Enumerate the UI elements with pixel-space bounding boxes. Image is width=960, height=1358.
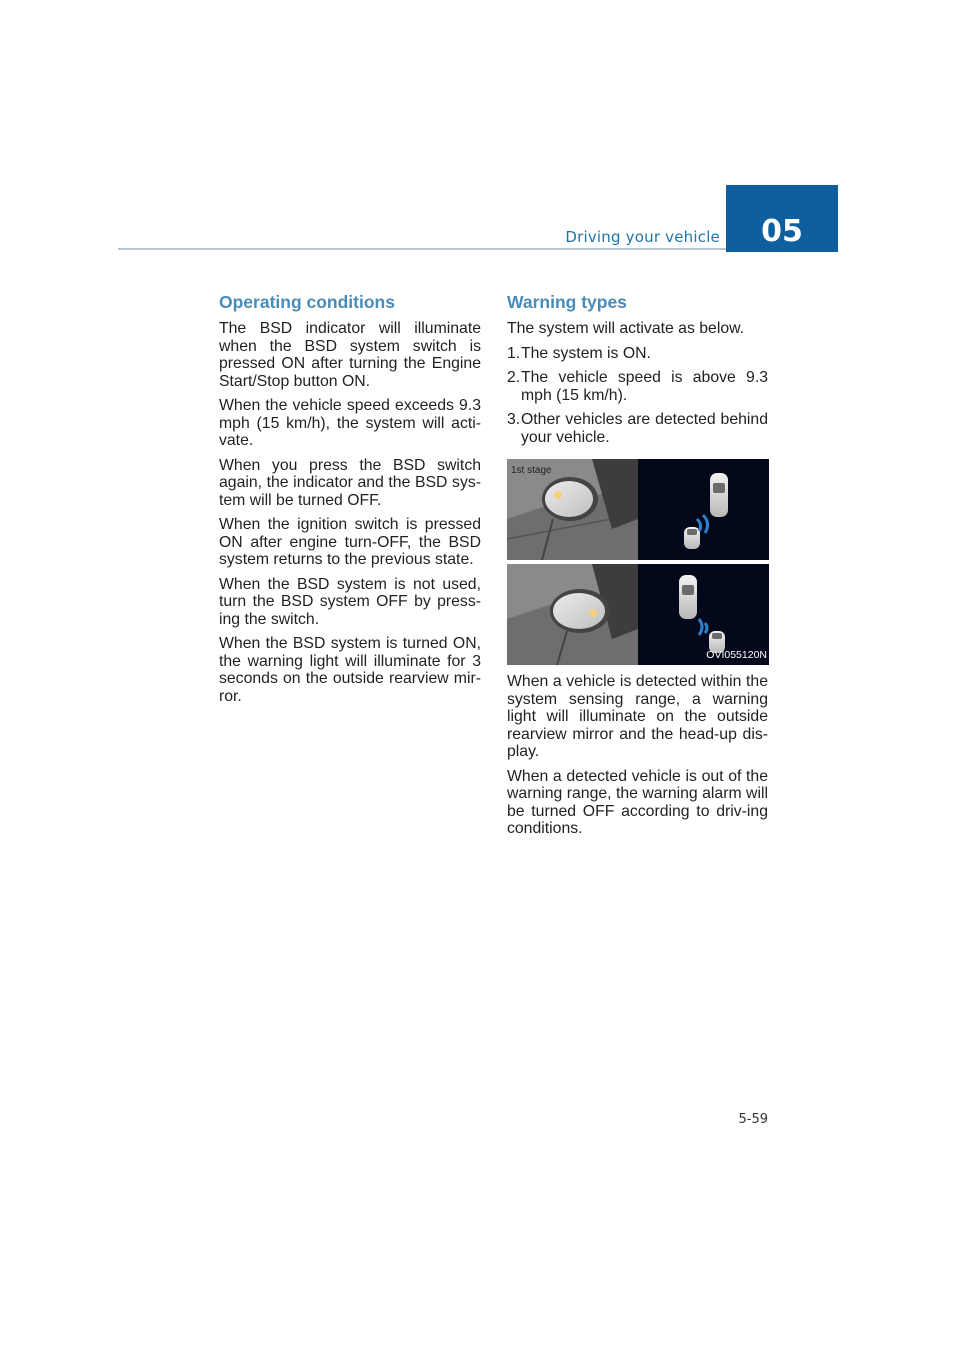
operating-conditions-heading: Operating conditions (219, 292, 395, 312)
paragraph: When you press the BSD switch again, the indicator and the BSD sys-tem will be turned OFF. (219, 456, 481, 509)
intro-text: The system will activate as below. (507, 320, 745, 337)
right-column (507, 292, 768, 845)
paragraph: The BSD indicator will illuminate when the BSD system switch is pressed ON after turning the Engine Start/Stop button ON. (219, 320, 481, 390)
figure-code: OVI055120N (706, 648, 767, 661)
paragraph: When a vehicle is detected within the system sensing range, a warning light will illuminate on the outside rearview mirror and the head-up dis-play. (507, 673, 768, 760)
chapter-number: 05 (761, 214, 803, 249)
list-item: 1.The system is ON. (507, 344, 651, 362)
page-number: 5-59 (738, 1112, 768, 1127)
condition-list (507, 345, 768, 447)
host-car-icon (679, 575, 697, 619)
list-item: 2.The vehicle speed is above 9.3 mph (15 km/h). (507, 369, 768, 404)
bsd-illustration (507, 459, 769, 665)
left-column (219, 292, 481, 712)
section-title: Driving your vehicle (565, 228, 720, 246)
paragraph: When the BSD system is not used, turn the BSD system OFF by press-ing the switch. (219, 575, 481, 628)
paragraph: When a detected vehicle is out of the warning range, the warning alarm will be turned OFF according to driv-ing conditions. (507, 767, 768, 837)
header-rule (118, 248, 728, 250)
warning-types-heading: Warning types (507, 292, 627, 312)
host-car-icon (710, 473, 728, 517)
paragraph: When the BSD system is turned ON, the warning light will illuminate for 3 seconds on the outside rearview mir-ror. (219, 635, 481, 705)
chapter-tab (726, 185, 838, 252)
stage-label: 1st stage (511, 465, 552, 476)
bsd-illustration-graphic (507, 459, 769, 665)
paragraph: When the vehicle speed exceeds 9.3 mph (15 km/h), the system will acti-vate. (219, 397, 481, 449)
detected-car-icon (684, 527, 700, 549)
list-item: 3.Other vehicles are detected behind your vehicle. (507, 411, 768, 446)
paragraph: When the ignition switch is pressed ON after engine turn-OFF, the BSD system returns to the previous state. (219, 516, 481, 568)
